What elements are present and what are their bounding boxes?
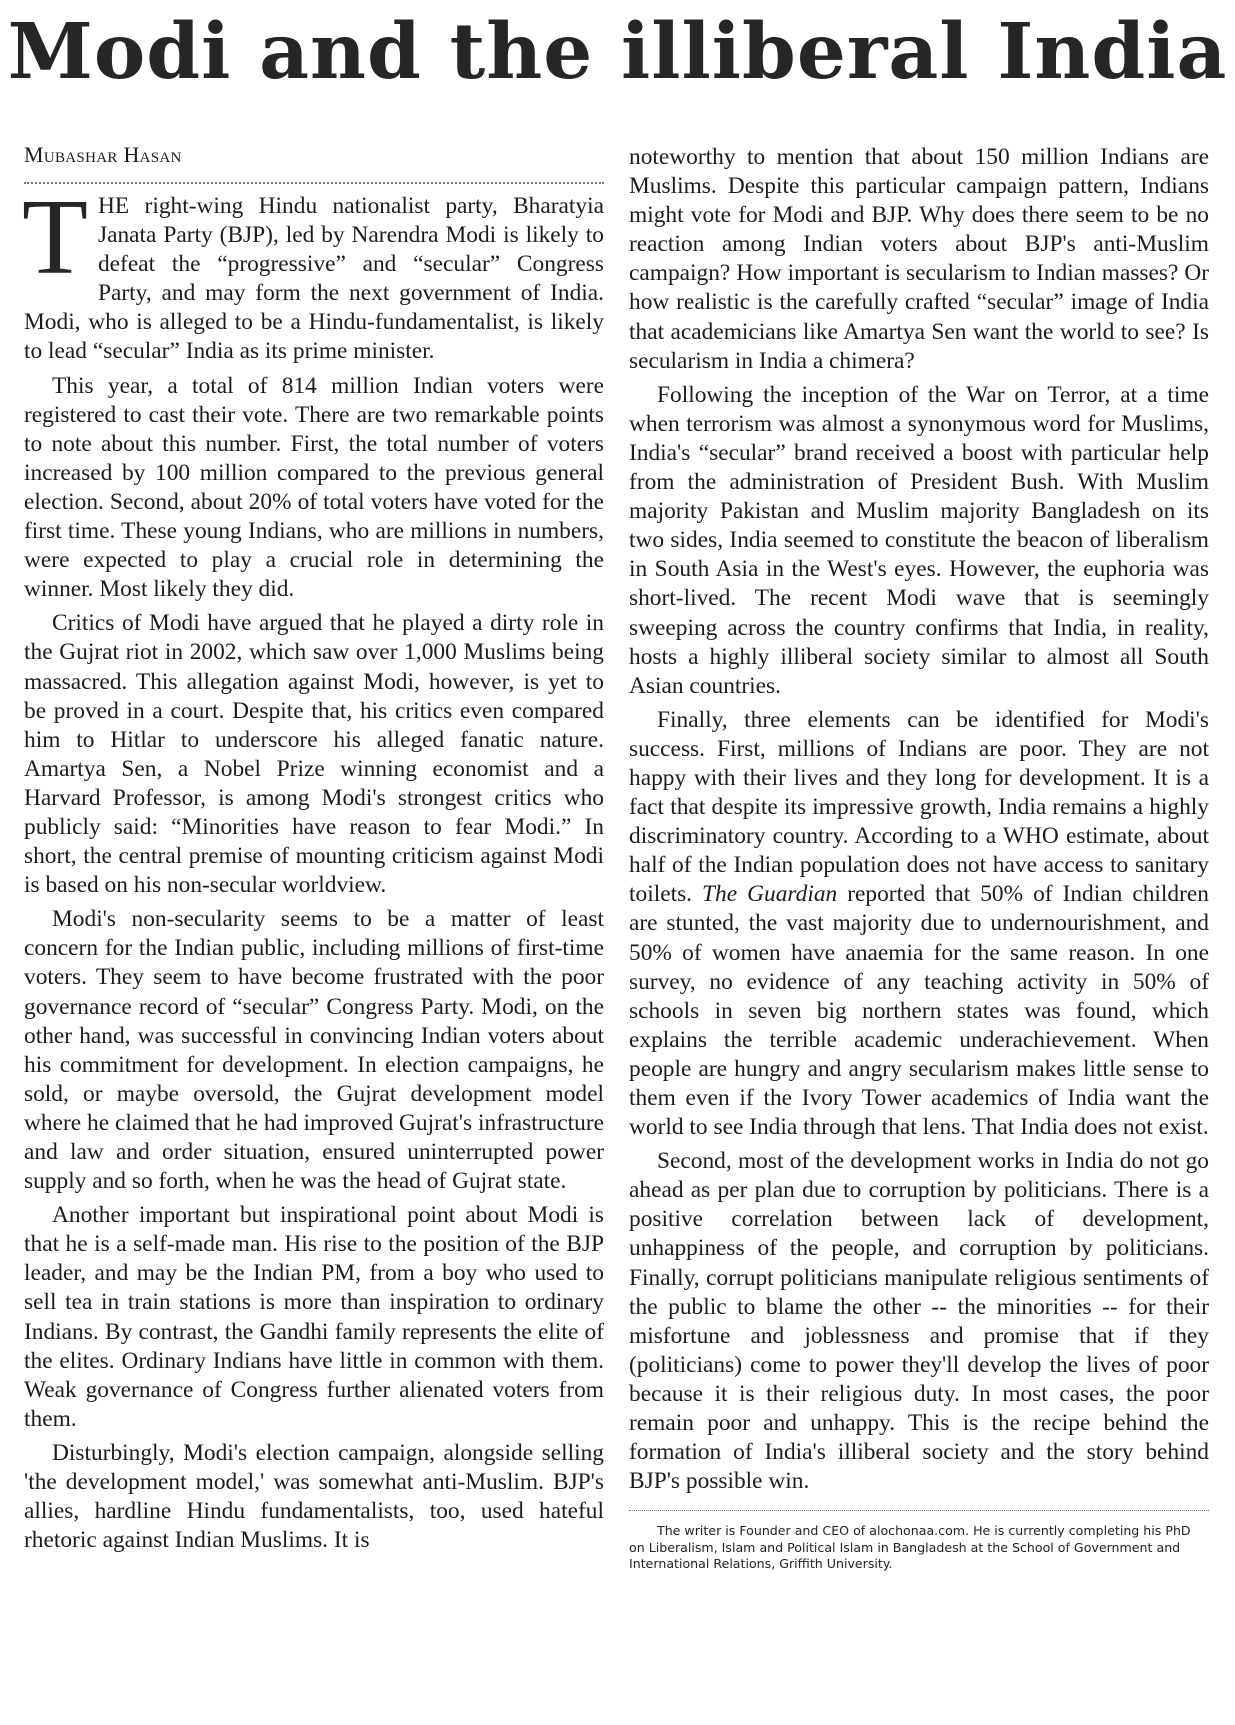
author-note: The writer is Founder and CEO of alochonaa.com. He is currently completing his PhD on Liberalism, Islam and Political Islam in Bangladesh at the School of Government and International Relations, Griffith University. xyxy=(629,1523,1191,1572)
byline: Mubashar Hasan xyxy=(24,142,182,167)
paragraph-war-on-terror: Following the inception of the War on Terror, at a time when terrorism was almost a synonymous word for Muslims, India's “secular” brand received a boost with particular help from the administration of President Bush. With Muslim majority Pakistan and Muslim majority Bangladesh on its two sides, India seemed to constitute the beacon of liberalism in South Asia in the West's eyes. However, the euphoria was short-lived. The recent Modi wave that is seemingly sweeping across the country confirms that India, in reality, hosts a highly illiberal society similar to almost all South Asian countries. xyxy=(629,381,1209,699)
right-column xyxy=(629,143,1209,1578)
paragraph-non-secularity: Modi's non-secularity seems to be a matter of least concern for the Indian public, including millions of first-time voters. They seem to have become frustrated with the poor governance record of “secular” Congress Party. Modi, on the other hand, was successful in convincing Indian voters about his commitment for development. In election campaigns, he sold, or maybe oversold, the Gujrat development model where he claimed that he had improved Gujrat's infrastructure and law and order situation, ensured uninterrupted power supply and so forth, when he was the head of Gujrat state. xyxy=(24,906,604,1195)
paragraph-three-elements xyxy=(629,706,1209,1142)
drop-cap: T xyxy=(22,178,88,297)
first-word-rest: HE xyxy=(97,193,130,219)
paragraph-critics: Critics of Modi have argued that he played a dirty role in the Gujrat riot in 2002, which saw over 1,000 Muslims being massacred. This allegation against Modi, however, is yet to be proved in a court. Despite that, his critics even compared him to Hitlar to underscore his alleged fanatic nature. Amartya Sen, a Nobel Prize winning economist and a Harvard Professor, is among Modi's strongest critics who publicly said: “Minorities have reason to fear Modi.” In short, the central premise of mounting criticism against Modi is based on his non-secular worldview. xyxy=(24,610,604,899)
paragraph-voters: This year, a total of 814 million Indian voters were registered to cast their vote. There are two remarkable points to note about this number. First, the total number of voters increased by 100 million compared to the previous general election. Second, about 20% of total voters have voted for the first time. These young Indians, who are millions in numbers, were expected to play a crucial role in determining the winner. Most likely they did. xyxy=(24,372,604,603)
paragraph-campaign: Disturbingly, Modi's election campaign, alongside selling 'the development model,' was somewhat anti-Muslim. BJP's allies, hardline Hindu fundamentalists, too, used hateful rhetoric against Indian Muslims. It is xyxy=(24,1439,604,1554)
paragraph-self-made: Another important but inspirational point about Modi is that he is a self-made man. His rise to the position of the BJP leader, and may be the Indian PM, from a boy who used to sell tea in train stations is more than inspiration to ordinary Indians. By contrast, the Gandhi family represents the elite of the elites. Ordinary Indians have little in common with them. Weak governance of Congress further alienated voters from them. xyxy=(24,1202,604,1432)
guardian-italic: The Guardian xyxy=(702,881,838,908)
paragraph-intro xyxy=(22,178,604,367)
three-elements-text-cont: reported that 50% of Indian children are stunted, the vast majority due to undernourishment, and 50% of women have anaemia for the same reason. In one survey, no evidence of any teaching activity in 50% of schools in seven big northern states was found, which explains the terrible academic underachievement. When people are hungry and angry secularism makes little sense to them even if the Ivory Tower academics of India want the world to see India through that lens. That India does not exist. xyxy=(629,881,1209,1141)
note-divider xyxy=(629,1510,1209,1511)
intro-text: right-wing Hindu nationalist party, Bharatyia Janata Party (BJP), led by Narendra Modi is likely to defeat the “progressive” and “secular” Congress Party, and may form the next government of India. Modi, who is alleged to be a Hindu-fundamentalist, is likely to lead “secular” India as its prime minister. xyxy=(24,193,604,365)
paragraph-continuation: noteworthy to mention that about 150 million Indians are Muslims. Despite this particular campaign pattern, Indians might vote for Modi and BJP. Why does there seem to be no reaction among Indian voters about BJP's anti-Muslim campaign? How important is secularism to Indian masses? Or how realistic is the carefully crafted “secular” image of India that academicians like Amartya Sen want the world to see? Is secularism in India a chimera? xyxy=(629,144,1209,374)
byline-divider xyxy=(24,182,604,184)
three-elements-text: Finally, three elements can be identified for Modi's success. First, millions of Indians are poor. They are not happy with their lives and they long for development. It is a fact that despite its impressive growth, India remains a highly discriminatory country. According to a WHO estimate, about half of the Indian population does not have access to sanitary toilets. xyxy=(629,706,1209,908)
left-column xyxy=(24,142,604,1560)
paragraph-corruption: Second, most of the development works in India do not go ahead as per plan due to corruption by politicians. There is a positive correlation between lack of development, unhappiness of the people, and corruption by politicians. Finally, corrupt politicians manipulate religious sentiments of the public to blame the other -- the minorities -- for their misfortune and joblessness and promise that if they (politicians) come to power they'll develop the lives of poor because it is their religious duty. In most cases, the poor remain poor and unhappy. This is the recipe behind the formation of India's illiberal society and the story behind BJP's possible win. xyxy=(629,1148,1209,1495)
headline: Modi and the illiberal India xyxy=(7,7,1228,97)
